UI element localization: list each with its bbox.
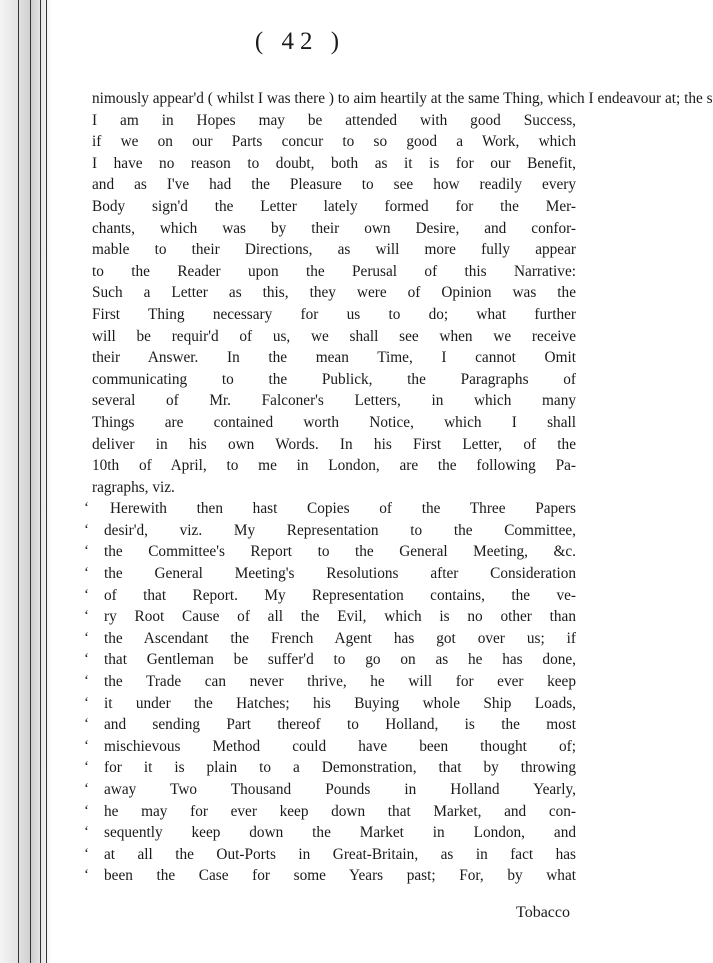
quoted-text-line: ‘ ry Root Cause of all the Evil, which is no other than — [92, 606, 576, 628]
quoted-text-line: ‘ the General Meeting's Resolutions after Consideration — [92, 563, 576, 585]
binding-rule — [40, 0, 41, 963]
quoted-text-line: ‘ Herewith then hast Copies of the Three Papers — [92, 498, 576, 520]
text-line: deliver in his own Words. In his First Letter, of the — [92, 435, 576, 453]
quoted-text-line: ‘ at all the Out-Ports in Great-Britain, as in fact has — [92, 844, 576, 866]
quoted-text-line: ‘ the Committee's Report to the General Meeting, &c. — [92, 541, 576, 563]
quoted-text-line: ‘ mischievous Method could have been thought of; — [92, 736, 576, 758]
page-number: ( 42 ) — [254, 28, 346, 55]
binding-rule — [46, 0, 47, 963]
binding-rule — [18, 0, 19, 963]
text-line: 10th of April, to me in London, are the following Pa- — [92, 457, 576, 475]
quoted-text-line: ‘ the Ascendant the French Agent has got over us; if — [92, 628, 576, 650]
text-line: chants, which was by their own Desire, and confor- — [92, 219, 576, 237]
text-line: I have no reason to doubt, both as it is for our Benefit, — [92, 154, 576, 172]
quoted-text-line: ‘ that Gentleman be suffer'd to go on as he has done, — [92, 649, 576, 671]
quoted-text-line: ‘ he may for ever keep down that Market, and con- — [92, 801, 576, 823]
text-line: communicating to the Publick, the Paragraphs of — [92, 370, 576, 388]
text-line: will be requir'd of us, we shall see when we receive — [92, 327, 576, 345]
text-line: Things are contained worth Notice, which I shall — [92, 413, 576, 431]
text-line: several of Mr. Falconer's Letters, in which many — [92, 392, 576, 410]
quoted-text-line: ‘ the Trade can never thrive, he will for ever keep — [92, 671, 576, 693]
quoted-text-line: ‘ been the Case for some Years past; For, by what — [92, 865, 576, 887]
text-line: if we on our Parts concur to so good a Work, which — [92, 133, 576, 151]
quoted-text-line: ‘ and sending Part thereof to Holland, is the most — [92, 714, 576, 736]
quoted-text-line: ‘ for it is plain to a Demonstration, that by throwing — [92, 757, 576, 779]
quoted-text-line: ‘ sequently keep down the Market in London, and — [92, 822, 576, 844]
quoted-text-line: ‘ of that Report. My Representation contains, the ve- — [92, 585, 576, 607]
page-body-text — [92, 88, 713, 887]
book-binding-edge — [0, 0, 52, 963]
quoted-text-line: ‘ desir'd, viz. My Representation to the Committee, — [92, 520, 576, 542]
binding-rule — [30, 0, 31, 963]
text-line: Body sign'd the Letter lately formed for the Mer- — [92, 197, 576, 215]
text-line: nimously appear'd ( whilst I was there ) to aim heartily at the same Thing, which I endeavour at; the s — [92, 90, 713, 107]
quoted-text-line: ‘ it under the Hatches; his Buying whole Ship Loads, — [92, 693, 576, 715]
text-line: mable to their Directions, as will more fully appear — [92, 241, 576, 259]
catchword: Tobacco — [516, 904, 570, 921]
text-line: ragraphs, viz. — [92, 478, 175, 496]
text-line: I am in Hopes may be attended with good Success, — [92, 111, 576, 129]
text-line: to the Reader upon the Perusal of this Narrative: — [92, 262, 576, 280]
text-line: their Answer. In the mean Time, I cannot Omit — [92, 349, 576, 367]
text-line: First Thing necessary for us to do; what further — [92, 305, 576, 323]
quoted-text-line: ‘ away Two Thousand Pounds in Holland Yearly, — [92, 779, 576, 801]
text-line: and as I've had the Pleasure to see how readily every — [92, 176, 576, 194]
text-line: Such a Letter as this, they were of Opinion was the — [92, 284, 576, 302]
